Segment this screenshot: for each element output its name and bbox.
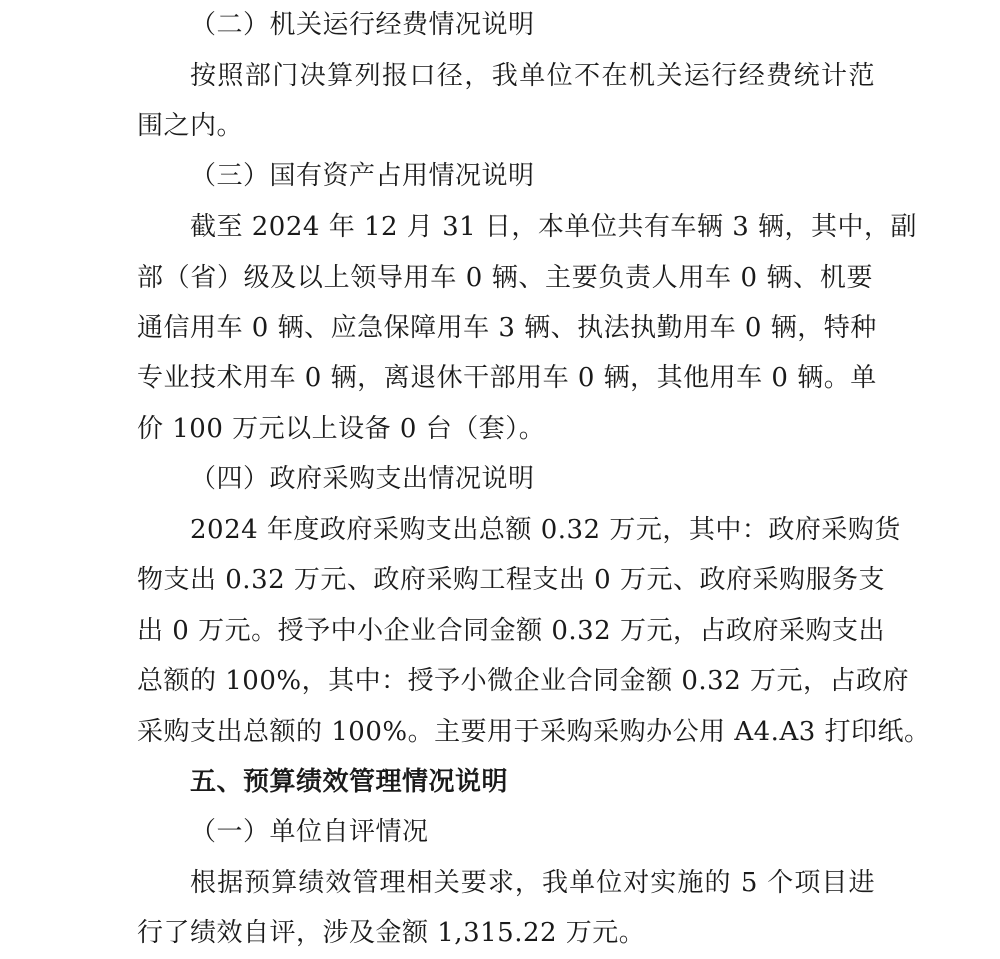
chapter-heading-performance: 五、预算绩效管理情况说明 xyxy=(190,767,509,797)
section-heading-procurement: （四）政府采购支出情况说明 xyxy=(190,464,535,494)
paragraph-line: 部（省）级及以上领导用车 0 辆、主要负责人用车 0 辆、机要 xyxy=(137,263,873,293)
paragraph-line: 专业技术用车 0 辆，离退休干部用车 0 辆，其他用车 0 辆。单 xyxy=(137,363,877,393)
section-heading-state-assets: （三）国有资产占用情况说明 xyxy=(190,161,535,191)
paragraph-line: 通信用车 0 辆、应急保障用车 3 辆、执法执勤用车 0 辆，特种 xyxy=(137,313,877,343)
paragraph-line: 总额的 100%，其中：授予小微企业合同金额 0.32 万元，占政府 xyxy=(137,666,910,696)
paragraph-line: 根据预算绩效管理相关要求，我单位对实施的 5 个项目进 xyxy=(190,868,875,898)
paragraph-line: 围之内。 xyxy=(137,111,244,141)
paragraph-line: 物支出 0.32 万元、政府采购工程支出 0 万元、政府采购服务支 xyxy=(137,565,885,595)
paragraph-line: 出 0 万元。授予中小企业合同金额 0.32 万元，占政府采购支出 xyxy=(137,616,885,646)
paragraph-line: 价 100 万元以上设备 0 台（套）。 xyxy=(137,414,546,444)
paragraph-line: 行了绩效自评，涉及金额 1,315.22 万元。 xyxy=(137,918,646,948)
paragraph-line: 截至 2024 年 12 月 31 日，本单位共有车辆 3 辆，其中，副 xyxy=(190,212,917,242)
section-heading-self-evaluation: （一）单位自评情况 xyxy=(190,817,429,847)
paragraph-line: 采购支出总额的 100%。主要用于采购采购办公用 A4.A3 打印纸。 xyxy=(137,717,931,747)
section-heading-admin-expenses: （二）机关运行经费情况说明 xyxy=(190,10,535,40)
paragraph-line: 按照部门决算列报口径，我单位不在机关运行经费统计范 xyxy=(190,61,875,91)
paragraph-line: 2024 年度政府采购支出总额 0.32 万元，其中：政府采购货 xyxy=(190,515,901,545)
